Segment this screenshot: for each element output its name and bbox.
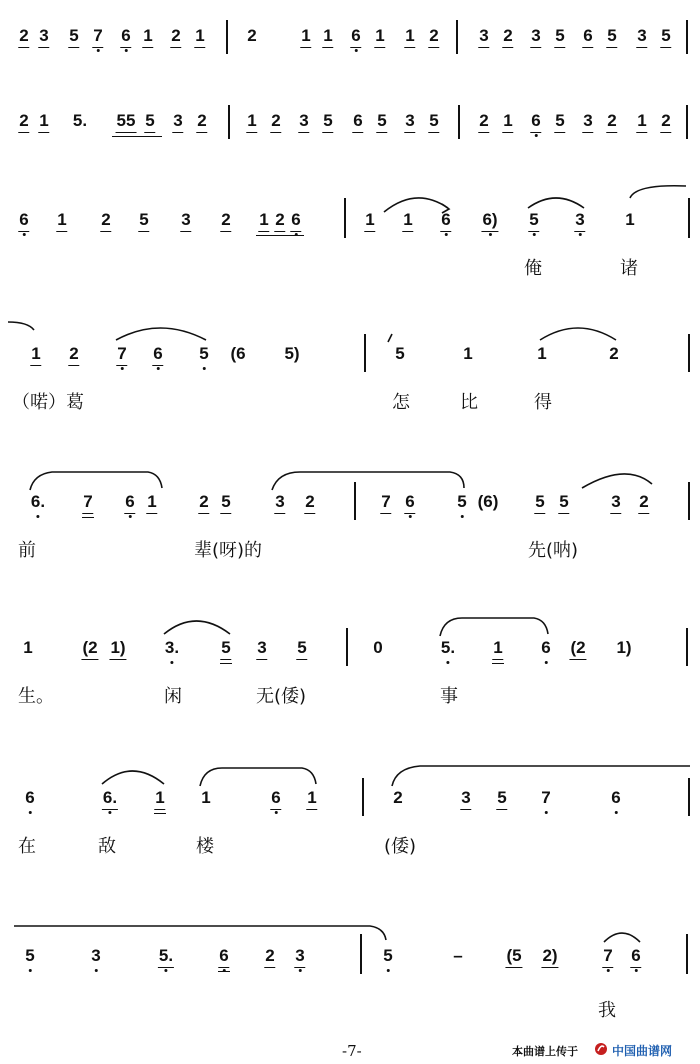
note: 7 [93,26,103,45]
note: (2 [570,638,586,657]
note: 3 [479,26,489,45]
lyric: 在 [18,836,36,857]
note: 2 [19,111,29,130]
note: 3 [637,26,647,45]
lyric: 怎 [392,392,410,413]
note: 2 [503,26,513,45]
note: 1 [31,344,41,363]
note: 5 [497,788,507,807]
note: 1) [110,638,126,657]
slur-arrow [0,210,700,250]
note: 5 [661,26,671,45]
note: 3. [164,638,180,657]
note: 3 [583,111,593,130]
note: 6 [25,788,35,807]
note: 2 [101,210,111,229]
note: 3 [181,210,191,229]
note: 5 [457,492,467,511]
note: 1 [247,111,257,130]
lyric: 比 [460,392,478,413]
note: 2 [265,946,275,965]
note: 2 [19,26,29,45]
note: 7 [117,344,127,363]
note: 6 [353,111,363,130]
note: 6. [102,788,118,807]
lyric: （喏）葛 [12,392,84,413]
note: 5 [535,492,545,511]
note: 55 [116,111,136,130]
note: 1 [537,344,547,363]
note: 3 [39,26,49,45]
slur [0,492,700,532]
lyric: 无(倭) [256,686,307,707]
note: 1 [301,26,311,45]
note: 5 [377,111,387,130]
slur [0,344,700,384]
note: 6 [583,26,593,45]
note: 1 [463,344,473,363]
note: 2 [247,26,257,45]
note: 2 [305,492,315,511]
note: 6 [611,788,621,807]
note: 3 [405,111,415,130]
lyric: 闲 [164,686,182,707]
note: 3 [531,26,541,45]
note: 1 [201,788,211,807]
lyric: 诸 [620,258,638,279]
note: 5 [199,344,209,363]
note: 2 [393,788,403,807]
note: 5 [555,111,565,130]
note: 2 [221,210,231,229]
note: 6 [19,210,29,229]
note: 5 [221,492,231,511]
note: 5. [72,111,88,130]
note: 1 [259,210,269,229]
lyric: 楼 [196,836,214,857]
note: 1 [323,26,333,45]
note: 6 [125,492,135,511]
note: 2 [271,111,281,130]
note: 6 [351,26,361,45]
lyric: (倭) [384,836,417,857]
note: 6 [531,111,541,130]
note: 6 [441,210,451,229]
note: 5 [69,26,79,45]
note: 7 [381,492,391,511]
note: 2 [275,210,285,229]
note: 1 [147,492,157,511]
lyric: 俺 [524,258,542,279]
note: 6 [405,492,415,511]
lyric: 事 [440,686,458,707]
note: (5 [506,946,522,965]
note: 5 [383,946,393,965]
note: 1 [195,26,205,45]
note: 1 [405,26,415,45]
note: 1 [23,638,33,657]
note: 5 [555,26,565,45]
note: 5 [297,638,307,657]
note: 1 [57,210,67,229]
barline [226,20,228,54]
lyric: 前 [18,540,36,561]
note: 6. [30,492,46,511]
note: 5 [559,492,569,511]
note: 3 [295,946,305,965]
slur [0,946,700,986]
note: 1 [493,638,503,657]
note: 5 [395,344,405,363]
note: 6 [291,210,301,229]
page-number: -7- [342,1042,362,1060]
site-logo-icon [594,1042,608,1056]
lyric: 先(呐) [528,540,579,561]
note: 1 [155,788,165,807]
slur [0,638,700,678]
note: 5 [145,111,155,130]
note: 5 [607,26,617,45]
site-name[interactable]: 中国曲谱网 [612,1044,673,1058]
note: 3 [299,111,309,130]
note: (6 [230,344,246,363]
note: 5 [25,946,35,965]
note: 6 [219,946,229,965]
note: 2 [607,111,617,130]
upload-credit: 本曲谱上传于 [512,1045,578,1058]
note: 5. [440,638,456,657]
note: 3 [173,111,183,130]
note: 1 [625,210,635,229]
note: 3 [275,492,285,511]
note: 3 [575,210,585,229]
note: 2 [639,492,649,511]
note: 5 [221,638,231,657]
note: (2 [82,638,98,657]
note: 7 [541,788,551,807]
note: 1 [375,26,385,45]
note: 1 [637,111,647,130]
barline [686,20,688,54]
note: 2 [429,26,439,45]
note: 5 [429,111,439,130]
note: 5 [323,111,333,130]
note: 1 [307,788,317,807]
note: 1) [616,638,632,657]
lyric: 得 [534,392,552,413]
note: 2 [661,111,671,130]
note: 1 [39,111,49,130]
note: 7 [83,492,93,511]
barline [456,20,458,54]
note: 3 [461,788,471,807]
note: 2 [197,111,207,130]
lyric: 生。 [18,686,54,707]
note: 5 [529,210,539,229]
note: 5. [158,946,174,965]
barline [458,105,460,139]
note: 6 [121,26,131,45]
note: 6 [631,946,641,965]
barline [686,105,688,139]
note: 2 [171,26,181,45]
note: 3 [91,946,101,965]
note: 6) [482,210,498,229]
note: 5 [139,210,149,229]
note: 2 [479,111,489,130]
note: 3 [611,492,621,511]
note: 0 [373,638,383,657]
note: 2 [609,344,619,363]
note: 2) [542,946,558,965]
note: 1 [143,26,153,45]
note: 6 [541,638,551,657]
note: 5) [284,344,300,363]
slur [0,788,700,828]
note: 1 [403,210,413,229]
note: 1 [365,210,375,229]
beam [112,136,162,137]
note: 6 [153,344,163,363]
note: (6) [477,492,499,511]
note: 2 [199,492,209,511]
note: 6 [271,788,281,807]
note: 3 [257,638,267,657]
barline [228,105,230,139]
note: 2 [69,344,79,363]
lyric: 我 [598,1000,616,1021]
lyric: 敌 [98,836,116,857]
note: 1 [503,111,513,130]
lyric: 辈(呀)的 [194,540,263,561]
note: 7 [603,946,613,965]
note: – [453,946,463,965]
